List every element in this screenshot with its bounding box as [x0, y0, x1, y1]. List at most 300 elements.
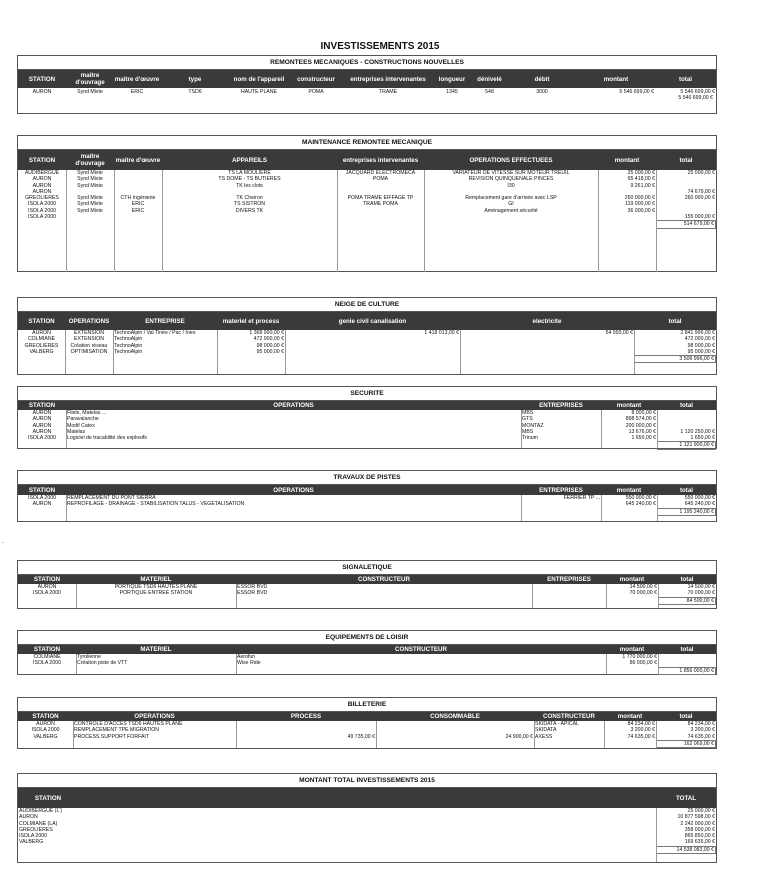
cell [460, 349, 634, 355]
col-header: STATION [28, 317, 55, 325]
column-divider [113, 330, 114, 374]
cell: TS DOME - TS BUTIERES [218, 176, 281, 183]
section-billeterie [17, 697, 717, 749]
cell: 472 000,00 € [253, 336, 284, 343]
cell-station: ISOLA 2000 [28, 435, 56, 442]
cell [285, 349, 460, 355]
column-divider [376, 721, 377, 748]
cell: 3 200,00 € [630, 727, 655, 734]
section-signaletique [17, 560, 717, 609]
column-divider [606, 584, 607, 608]
cell: Paravalanche [67, 416, 99, 423]
section-title: BILLETERIE [18, 698, 716, 712]
cell: AXESS [535, 733, 553, 740]
cell-station: AURON [32, 89, 52, 95]
cell: TechnoAlpin [114, 342, 143, 349]
section-securite [17, 386, 717, 449]
column-divider [656, 808, 657, 862]
section-total: 1 121 900,00 € [657, 441, 716, 449]
cell: POMA [372, 176, 389, 183]
cell: I30 [507, 182, 515, 189]
cell: REVISION QUINQUENALE PINCES [468, 176, 554, 183]
cell-station: AURON [32, 176, 52, 183]
cell: 865 850,00 € [684, 833, 715, 840]
cell-station: AURON [32, 188, 52, 195]
cell-station: AURON [32, 501, 52, 508]
col-header: STATION [33, 576, 61, 583]
cell: Synd Mixte [77, 207, 103, 214]
section-total: 14 538 083,00 € [656, 846, 716, 854]
cell-station: AUDIBERGUE (L') [19, 808, 63, 814]
cell: Matelas [67, 428, 86, 435]
col-header: ENTREPRISES [547, 576, 591, 583]
cell: 260 000,00 € [624, 195, 655, 202]
column-divider [460, 330, 461, 374]
col-header: CONSTRUCTEUR [543, 713, 595, 720]
col-header: entreprises intervenantes [342, 156, 419, 164]
cell: POMA [308, 89, 324, 95]
col-header: maitre d'ouvrage [75, 153, 105, 167]
cell: 472 000,00 € [684, 336, 715, 343]
cell: 25 000,00 € [687, 808, 715, 814]
cell: HAUTE PLANE [240, 89, 278, 95]
table-header [18, 645, 716, 654]
cell: 1 650,00 € [690, 435, 715, 442]
column-divider [424, 170, 425, 272]
cell-station: AURON [37, 584, 57, 590]
cell-station: ISOLA 2000 [28, 201, 56, 208]
section-maintenance [17, 135, 717, 272]
column-divider [657, 495, 658, 521]
cell: JACQUARD ELECTROMECA [345, 170, 416, 176]
cell-station: ISOLA 2000 [33, 590, 61, 597]
table-row [18, 501, 716, 507]
section-title: MONTANT TOTAL INVESTISSEMENTS 2015 [18, 774, 716, 788]
cell: Aménagement sécurité [484, 207, 538, 214]
section-equipements-de-loisir [17, 630, 717, 675]
cell: Wise Ride [237, 660, 261, 667]
column-divider [657, 410, 658, 448]
cell: CONTROLE D'ACCES TSD6 HAUTES PLANE [74, 721, 183, 727]
column-divider [534, 721, 535, 748]
cell: GI [508, 201, 514, 208]
column-divider [285, 330, 286, 374]
table-row [18, 88, 716, 95]
section-title: EQUIPEMENTS DE LOISIR [18, 631, 716, 645]
col-header: total [678, 75, 693, 83]
col-header: maitre d'œuvre [115, 156, 161, 164]
cell: 898 574,00 € [625, 416, 656, 423]
table-body [18, 584, 716, 608]
cell: 70 000,00 € [687, 590, 715, 597]
cell-station: AUDIBERGUE [24, 170, 60, 176]
table-header [18, 312, 716, 330]
col-header: total [679, 402, 694, 409]
col-header: STATION [32, 713, 59, 720]
cell: 14 500,00 € [687, 584, 715, 590]
scan-mark: - [2, 540, 4, 546]
cell: 548 [485, 89, 494, 95]
table-row [18, 349, 716, 355]
section-total: 3 506 996,00 € [634, 355, 716, 363]
col-header: entreprises intervenantes [350, 75, 426, 83]
cell: 3 200,00 € [690, 727, 715, 734]
cell-station: COLMIANE [27, 336, 56, 343]
cell: SKIDATA - APICAL [535, 721, 579, 727]
section-total: 1 856 000,00 € [658, 667, 716, 675]
col-header: montant [619, 646, 645, 653]
cell: 550 000,00 € [684, 495, 715, 501]
cell: ERIC [131, 207, 145, 214]
cell: 65 418,00 € [627, 176, 655, 183]
cell: TSD6 [188, 89, 202, 95]
cell: EXTENSION [74, 330, 104, 336]
cell [424, 214, 598, 220]
section-total: 5 546 699,00 € [678, 95, 713, 101]
column-divider [337, 170, 338, 272]
col-header: montant [603, 75, 629, 83]
section-title: NEIGE DE CULTURE [18, 298, 716, 312]
col-header: APPAREILS [232, 156, 267, 164]
cell: REMPLACEMENT TPE MIGRATION [74, 727, 160, 734]
cell [521, 501, 601, 507]
cell: 74 635,00 € [627, 733, 655, 740]
section-total: 514 679,00 € [656, 220, 716, 228]
col-header: CONSTRUCTEUR [395, 646, 447, 653]
cell: 1 650,00 € [631, 435, 656, 442]
cell: PROCESS SUPPORT FORFAIT [74, 733, 150, 740]
column-divider [532, 584, 533, 608]
cell-station: VALBERG [29, 348, 54, 355]
cell [337, 214, 424, 220]
cell: 260 000,00 € [684, 195, 715, 202]
table-body [18, 721, 716, 748]
column-divider [598, 170, 599, 272]
cell-station: ISOLA 2000 [28, 495, 56, 501]
cell: PORTIQUE ENTREE STATION [119, 590, 193, 597]
section-total: 162 069,00 € [656, 740, 716, 748]
col-header: constructeur [297, 75, 335, 83]
cell: 25 000,00 € [687, 170, 715, 176]
col-header: STATION [33, 646, 61, 653]
col-header: TOTAL [675, 794, 697, 802]
cell: ERIC [131, 201, 145, 208]
table-header [18, 150, 716, 170]
col-header: MATERIEL [140, 646, 172, 653]
cell: 155 000,00 € [684, 214, 715, 221]
cell-station: AURON [19, 814, 38, 821]
col-header: total [680, 646, 694, 653]
column-divider [66, 410, 67, 448]
table-header [18, 401, 716, 410]
cell: TechnoAlpin / Val Tinée / Pac / Ineo [114, 330, 196, 336]
cell: SKIDATA [535, 727, 557, 734]
cell: Synd Mixte [77, 182, 103, 189]
cell: 2 841 996,00 € [680, 330, 715, 336]
cell: MONTAZ [522, 422, 544, 429]
cell: Création réseau [70, 342, 108, 349]
col-header: electricite [532, 317, 562, 325]
cell: 1 368 990,00 € [249, 330, 284, 336]
cell: Synd Mixte [77, 195, 103, 202]
cell: 13 676,00 € [628, 428, 656, 435]
col-header: ENTREPRISES [539, 486, 583, 494]
col-header: total [679, 713, 693, 720]
cell: Trinum [522, 435, 538, 442]
cell: 86 000,00 € [629, 660, 657, 667]
cell: TK les clots [236, 182, 263, 189]
cell: TK Cheiron [236, 195, 263, 202]
section-title: SECURITE [18, 387, 716, 401]
section-total: 1 195 240,00 € [657, 508, 716, 516]
cell: 98 000,00 € [687, 342, 715, 349]
cell: TS SISTRON [233, 201, 266, 208]
col-header: OPERATIONS [273, 402, 314, 409]
column-divider [658, 584, 659, 608]
section-title: MAINTENANCE REMONTEE MECANIQUE [18, 136, 716, 150]
cell-station: COLMIANE [33, 654, 61, 660]
table-row [18, 435, 716, 441]
cell: Synd Mixte [77, 201, 103, 208]
cell: 54 993,00 € [605, 330, 633, 336]
section-montant-total [17, 773, 717, 863]
cell-station: AURON [32, 416, 52, 423]
cell: 1 120 250,00 € [680, 428, 715, 435]
cell: TechnoAlpin [114, 348, 143, 355]
cell: TRAME POMA [363, 201, 398, 208]
cell-station: ISOLA 2000 [33, 660, 61, 667]
col-header: maitre d'œuvre [114, 75, 160, 83]
cell [114, 214, 162, 220]
cell: 169 635,00 € [684, 839, 715, 846]
cell: 74 679,00 € [687, 188, 715, 195]
cell: 70 000,00 € [629, 590, 657, 597]
section-title: REMONTEES MECANIQUES - CONSTRUCTIONS NOUVELLES [18, 56, 716, 70]
column-divider [656, 170, 657, 272]
col-header: total [680, 576, 694, 583]
cell-station: AURON [32, 330, 51, 336]
col-header: montant [614, 156, 640, 164]
cell: 36 000,00 € [627, 207, 655, 214]
section-total: 84 500,00 € [658, 597, 716, 605]
cell: 645 240,00 € [684, 501, 715, 508]
col-header: CONSTRUCTEUR [358, 576, 410, 583]
col-header: ENTREPRISES [539, 402, 583, 409]
cell: 74 635,00 € [687, 733, 715, 740]
table-body [18, 410, 716, 448]
col-header: STATION [28, 75, 56, 83]
column-divider [601, 410, 602, 448]
cell-station: AURON [36, 721, 55, 727]
table-row [18, 590, 716, 596]
cell: 200 000,00 € [625, 422, 656, 429]
cell-station: ISOLA 2000 [28, 214, 56, 221]
column-divider [76, 584, 77, 608]
cell: 2 242 000,00 € [680, 820, 715, 827]
cell: Synd Mixte [77, 89, 103, 95]
column-divider [217, 330, 218, 374]
cell: REPROFILAGE - DRAINAGE - STABILISATION TALUS - VEGETALISATION [67, 501, 245, 508]
cell: Logiciel de tracabilité des explosifs [67, 435, 147, 442]
cell-total: 5 546 699,00 € [680, 89, 715, 95]
cell: 9 261,00 € [630, 182, 655, 189]
cell: ESSOR BVD [237, 590, 268, 597]
cell: 358 000,00 € [684, 826, 715, 833]
column-divider [114, 170, 115, 272]
cell [162, 214, 337, 220]
table-row [18, 660, 716, 666]
cell-station: COLMIANE (LA) [19, 820, 58, 827]
cell: POMA TRAME EIFFAGE TP [347, 195, 414, 202]
cell-station: ISOLA 2000 [19, 833, 47, 840]
table-row [18, 214, 716, 220]
column-divider [66, 495, 67, 521]
cell: 84 234,00 € [627, 721, 655, 727]
section-travaux-de-pistes [17, 470, 717, 522]
cell: Tyrolienne [77, 654, 101, 660]
col-header: STATION [28, 402, 56, 409]
col-header: montant [616, 486, 642, 494]
cell [598, 214, 656, 220]
cell: 95 000,00 € [256, 348, 284, 355]
column-divider [604, 721, 605, 748]
col-header: total [679, 156, 693, 164]
col-header: OPERATIONS [68, 317, 110, 325]
cell-station: ISOLA 2000 [28, 207, 56, 214]
cell: TRAME [378, 89, 398, 95]
cell [66, 214, 114, 220]
cell: 1 770 000,00 € [622, 654, 657, 660]
table-header [18, 712, 716, 721]
cell-station: VALBERG [19, 839, 44, 846]
col-header: ENTREPRISE [145, 317, 185, 325]
cell: ESSOR BVD [237, 584, 268, 590]
cell: MBS [522, 410, 534, 416]
table-body [18, 654, 716, 674]
cell-montant: 5 546 699,00 € [619, 89, 654, 95]
col-header: OPERATIONS [273, 486, 314, 494]
col-header: dénivelé [477, 75, 502, 83]
table-row [18, 734, 716, 740]
col-header: total [668, 317, 682, 325]
cell: Filets, Matelas ... [67, 410, 107, 416]
cell: VARIATEUR DE VITESSE SUR MOTEUR TREUIL [452, 170, 570, 176]
table-header [18, 788, 716, 808]
col-header: nom de l'appareil [233, 75, 285, 83]
cell: CTH Ingénierie [120, 195, 156, 202]
page-title: INVESTISSEMENTS 2015 [320, 41, 440, 52]
cell: MBS [522, 428, 534, 435]
column-divider [521, 410, 522, 448]
column-divider [656, 721, 657, 748]
column-divider [162, 170, 163, 272]
cell: EXTENSION [74, 336, 104, 343]
col-header: materiel et process [222, 317, 280, 325]
col-header: STATION [34, 794, 62, 802]
table-body [18, 330, 716, 374]
table-body [18, 170, 716, 272]
cell-station: GREOLIERES [24, 342, 59, 349]
table-body [18, 495, 716, 521]
cell: Création piste de VTT [77, 660, 128, 667]
col-header: montant [617, 713, 643, 720]
cell: 3000 [536, 89, 548, 95]
column-divider [236, 584, 237, 608]
column-divider [658, 654, 659, 674]
cell: Modif Catex [67, 422, 95, 429]
col-header: OPERATIONS EFFECTUEES [469, 156, 553, 164]
col-header: montant [616, 402, 642, 409]
column-divider [66, 170, 67, 272]
cell: 24 900,00 € [505, 733, 533, 740]
cell [532, 590, 606, 596]
col-header: longueur [438, 75, 466, 83]
col-header: type [188, 75, 202, 83]
col-header: CONSOMMABLE [430, 713, 480, 720]
table-header [18, 485, 716, 495]
column-divider [65, 330, 66, 374]
cell: 14 500,00 € [629, 584, 657, 590]
column-divider [521, 495, 522, 521]
col-header: OPERATIONS [134, 713, 175, 720]
cell: 8 000,00 € [631, 410, 656, 416]
col-header: genie civil canalisation [338, 317, 407, 325]
cell: 119 000,00 € [625, 201, 655, 208]
column-divider [236, 654, 237, 674]
column-divider [601, 495, 602, 521]
cell: 1345 [446, 89, 458, 95]
col-header: total [679, 486, 694, 494]
col-header: PROCESS [290, 713, 322, 720]
cell-station: AURON [32, 422, 52, 429]
cell: 84 234,00 € [687, 721, 715, 727]
col-header: STATION [28, 486, 56, 494]
cell: TechnoAlpin [114, 336, 143, 343]
cell: OPTIMISATION [70, 348, 108, 355]
cell: PORTIQUE TSD6 HAUTES PLANE [114, 584, 198, 590]
cell: TS LA MOULIERE [228, 170, 271, 176]
section-remontees-mecaniques [17, 55, 717, 114]
cell: FERRIER TP ... [563, 495, 600, 501]
cell: Synd Mixte [77, 170, 103, 176]
cell: ERIC [130, 89, 144, 95]
cell: 95 000,00 € [687, 348, 715, 355]
cell-station: AURON [32, 410, 52, 416]
cell: DIVERS TK [235, 207, 264, 214]
cell-station: AURON [32, 182, 52, 189]
col-header: débit [534, 75, 550, 83]
cell-station: ISOLA 2000 [31, 727, 60, 734]
section-title: TRAVAUX DE PISTES [18, 471, 716, 485]
col-header: maitre d'ouvrage [75, 72, 105, 86]
cell: 550 000,00 € [625, 495, 656, 501]
cell: REMPLACEMENT DU PONT SIERRA [67, 495, 156, 501]
cell-station: AURON [32, 428, 52, 435]
cell: Synd Mixte [77, 176, 103, 183]
column-divider [236, 721, 237, 748]
cell-station: GREOLIERES [19, 826, 53, 833]
section-title: SIGNALETIQUE [18, 561, 716, 575]
col-header: STATION [28, 156, 56, 164]
cell: 98 000,00 € [256, 342, 284, 349]
section-neige-de-culture [17, 297, 717, 375]
cell-station: VALBERG [33, 733, 58, 740]
col-header: montant [619, 576, 645, 583]
cell-station: GREOLIERES [25, 195, 59, 202]
column-divider [76, 654, 77, 674]
cell: Aerofun [237, 654, 256, 660]
cell: GTS [522, 416, 533, 423]
